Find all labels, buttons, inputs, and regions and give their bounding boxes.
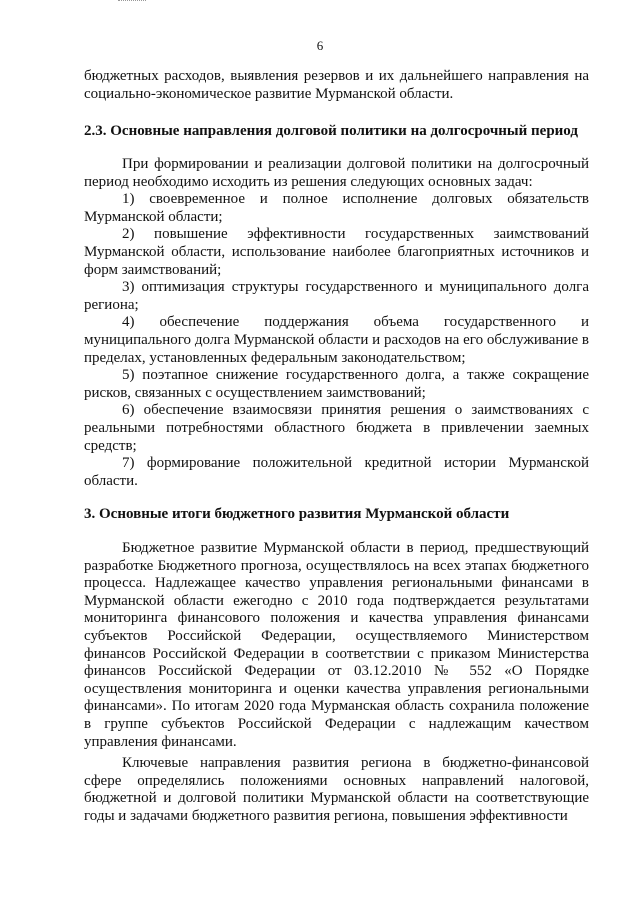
- task-item-5: 5) поэтапное снижение государственного долга, а также сокращение рисков, связанных с осуществлением заимствований;: [84, 367, 589, 401]
- task-item-3: 3) оптимизация структуры государственного и муниципального долга региона;: [84, 279, 589, 313]
- section-3-paragraph-1: Бюджетное развитие Мурманской области в период, предшествующий разработке Бюджетного прогноза, осуществлялось на всех этапах бюджетного процесса. Надлежащее качество управления региональными финансами в Мурманской области ежегодно с 2010 года подтверждается результатами мониторинга финансового положения и качества управления финансами субъектов Российской Федерации, осуществляемого Министерством финансов Российской Федерации в соответствии с приказом Министерства финансов Российской Федерации от 03.12.2010 № 552 «О Порядке осуществления мониторинга и оценки качества управления региональными финансами». По итогам 2020 года Мурманская область сохранила положение в группе субъектов Российской Федерации с надлежащим качеством управления финансами.: [84, 540, 589, 750]
- section-3-body: [84, 540, 589, 826]
- section-2-3-heading: 2.3. Основные направления долговой политики на долгосрочный период: [84, 123, 578, 139]
- section-3-paragraph-2: Ключевые направления развития региона в бюджетно-финансовой сфере определялись положениями основных направлений налоговой, бюджетной и долговой политики Мурманской области на соответствующие годы и задачами бюджетного развития региона, повышения эффективности: [84, 755, 589, 824]
- task-item-4: 4) обеспечение поддержания объема государственного и муниципального долга Мурманской области и расходов на его обслуживание в пределах, установленных федеральным законодательством;: [84, 314, 589, 366]
- task-item-1: 1) своевременное и полное исполнение долговых обязательств Мурманской области;: [84, 191, 589, 225]
- section-3-heading-block: [84, 505, 589, 523]
- section-3-heading: 3. Основные итоги бюджетного развития Мурманской области: [84, 506, 510, 522]
- intro-paragraph: бюджетных расходов, выявления резервов и их дальнейшего направления на социально-экономическое развитие Мурманской области.: [84, 68, 589, 102]
- page-number: 6: [316, 38, 324, 53]
- task-item-7: 7) формирование положительной кредитной истории Мурманской области.: [84, 455, 589, 489]
- section-2-3-lead: При формировании и реализации долговой политики на долгосрочный период необходимо исходить из решения следующих основных задач:: [84, 156, 589, 190]
- section-2-3-heading-block: [84, 122, 589, 140]
- scan-mark: [118, 0, 146, 3]
- task-item-6: 6) обеспечение взаимосвязи принятия решения о заимствованиях с реальными потребностями областного бюджета в привлечении заемных средств;: [84, 402, 589, 454]
- section-2-3-body: [84, 156, 589, 490]
- task-item-2: 2) повышение эффективности государственных заимствований Мурманской области, использование наиболее благоприятных источников и форм заимствований;: [84, 226, 589, 278]
- intro-paragraph-block: [84, 68, 589, 103]
